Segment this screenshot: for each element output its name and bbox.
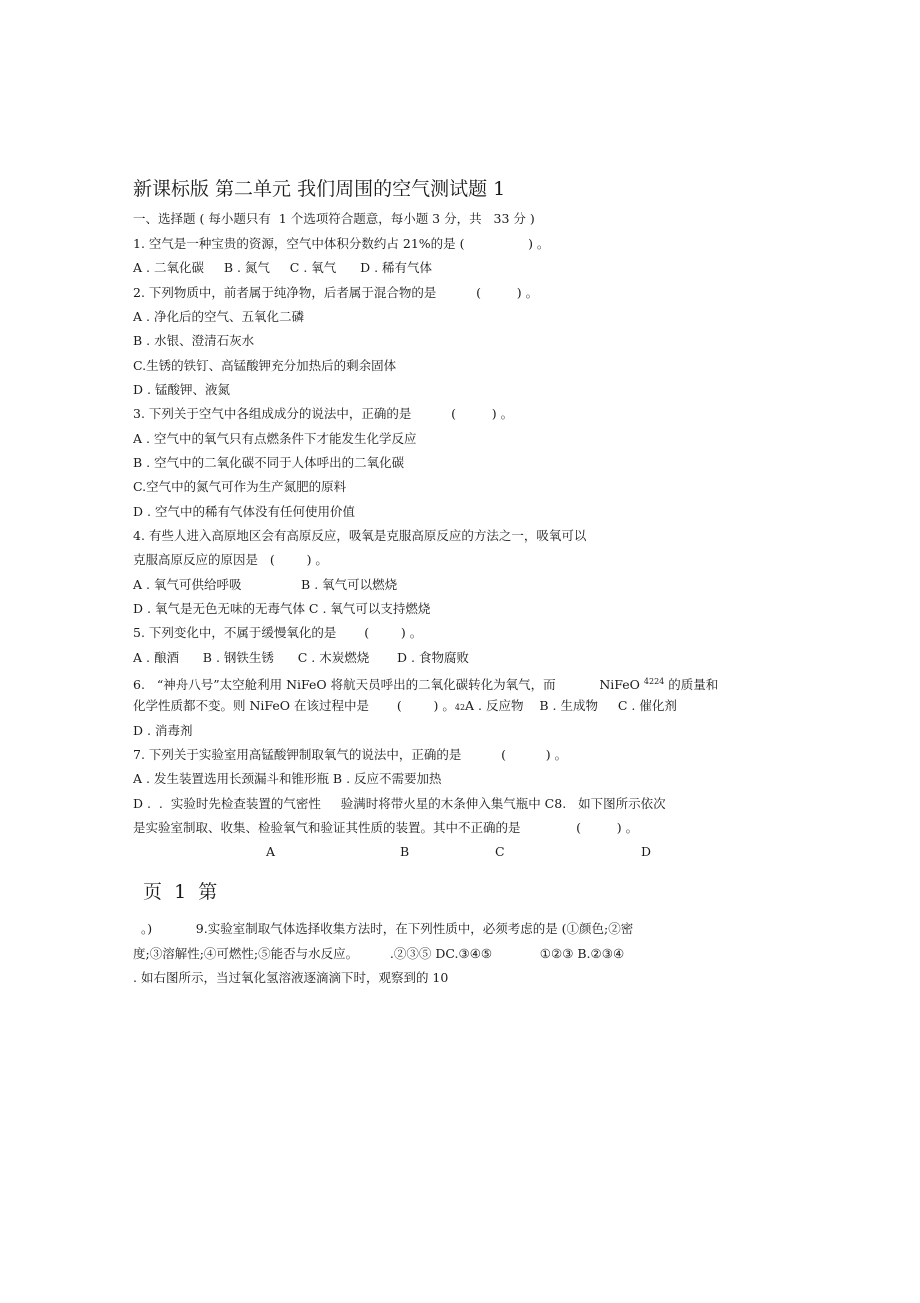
q6-text-c: 化学性质都不变。则 NiFeO 在该过程中是 ( ) 。 xyxy=(133,698,455,713)
text-line: A . 二氧化碳 B . 氮气 C . 氧气 D . 稀有气体 xyxy=(133,260,433,275)
text-line: A . 发生装置选用长颈漏斗和锥形瓶 B . 反应不需要加热 xyxy=(133,771,442,786)
text-line: 克服高原反应的原因是 ( ) 。 xyxy=(133,552,328,567)
text-line: 1. 空气是一种宝贵的资源，空气中体积分数约占 21%的是 ( ) 。 xyxy=(133,236,550,251)
figure-label-d: D xyxy=(641,844,652,859)
text-line: A . 酿酒 B . 钢铁生锈 C . 木炭燃烧 D . 食物腐败 xyxy=(133,650,469,665)
text-line: D . 消毒剂 xyxy=(133,723,193,738)
text-line: A . 净化后的空气、五氧化二磷 xyxy=(133,309,304,324)
question-6-line-1 xyxy=(133,673,718,694)
text-line: D . 锰酸钾、液氮 xyxy=(133,382,230,397)
q6-subscript: 42 xyxy=(454,703,466,712)
text-line: 4. 有些人进入高原地区会有高原反应，吸氧是克服高原反应的方法之一，吸氧可以 xyxy=(133,528,587,543)
text-line: 度;③溶解性;④可燃性;⑤能否与水反应。 .②③⑤ DC.③④⑤ ①②③ B.②③④ xyxy=(133,946,625,961)
text-line: 7. 下列关于实验室用高锰酸钾制取氧气的说法中，正确的是 ( ) 。 xyxy=(133,747,568,762)
text-line: A . 氧气可供给呼吸 B . 氧气可以燃烧 xyxy=(133,577,398,592)
text-line: 3. 下列关于空气中各组成成分的说法中，正确的是 ( ) 。 xyxy=(133,406,514,421)
q6-superscript: 4224 xyxy=(643,677,665,686)
question-6-line-2 xyxy=(133,697,677,717)
figure-label-b: B xyxy=(400,844,410,859)
text-line: 是实验室制取、收集、检验氧气和验证其性质的装置。其中不正确的是 ( ) 。 xyxy=(133,820,639,835)
text-line: A . 空气中的氧气只有点燃条件下才能发生化学反应 xyxy=(133,431,417,446)
text-line: C.空气中的氮气可作为生产氮肥的原料 xyxy=(133,479,347,494)
page-footer: 页 1 第 xyxy=(143,881,218,903)
q6-text-a: 6. “神舟八号”太空舱利用 NiFeO 将航天员呼出的二氧化碳转化为氧气，而 NiFeO xyxy=(133,677,644,693)
text-line: D . . 实验时先检查装置的气密性 验满时将带火星的木条伸入集气瓶中 C8. 如下图所示依次 xyxy=(133,796,666,811)
q6-text-b: 的质量和 xyxy=(664,677,719,693)
text-line: D . 氧气是无色无味的无毒气体 C . 氧气可以支持燃烧 xyxy=(133,601,431,616)
text-line: . 如右图所示，当过氧化氢溶液逐滴滴下时，观察到的 10 xyxy=(133,970,449,985)
section-heading: 一、选择题 ( 每小题只有 1 个选项符合题意，每小题 3 分，共 33 分 ) xyxy=(133,211,535,226)
text-line: 2. 下列物质中，前者属于纯净物，后者属于混合物的是 ( ) 。 xyxy=(133,285,539,300)
figure-label-c: C xyxy=(495,844,505,859)
text-line: B . 水银、澄清石灰水 xyxy=(133,333,255,348)
figure-label-a: A xyxy=(266,844,276,859)
document-title: 新课标版 第二单元 我们周围的空气测试题 1 xyxy=(133,178,506,200)
text-line: 5. 下列变化中，不属于缓慢氧化的是 ( ) 。 xyxy=(133,625,423,640)
text-line: B . 空气中的二氧化碳不同于人体呼出的二氧化碳 xyxy=(133,455,405,470)
q6-text-d: A . 反应物 B . 生成物 C . 催化剂 xyxy=(465,698,677,713)
text-line: 。) 9.实验室制取气体选择收集方法时，在下列性质中，必须考虑的是 (①颜色;②密 xyxy=(133,921,634,936)
text-line: C.生锈的铁钉、高锰酸钾充分加热后的剩余固体 xyxy=(133,358,397,373)
text-line: D . 空气中的稀有气体没有任何使用价值 xyxy=(133,504,355,519)
